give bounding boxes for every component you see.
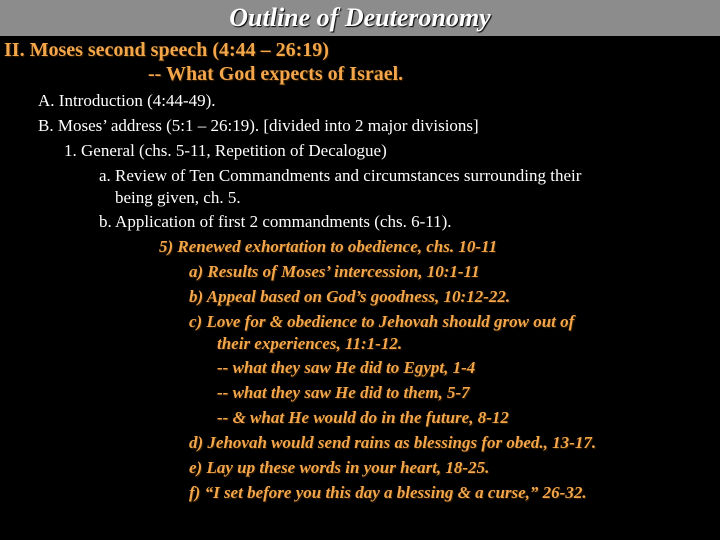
point-5: 5) Renewed exhortation to obedience, chs. 10-11 xyxy=(159,237,498,256)
point-5e: e) Lay up these words in your heart, 18-25. xyxy=(189,458,490,477)
outline-item-a: A. Introduction (4:44-49). xyxy=(38,91,216,110)
outline-item-b1b: b. Application of first 2 commandments (chs. 6-11). xyxy=(99,212,452,231)
point-5b: b) Appeal based on God’s goodness, 10:12-22. xyxy=(189,287,511,306)
title-bar xyxy=(0,0,720,36)
point-5f: f) “I set before you this day a blessing & a curse,” 26-32. xyxy=(189,483,587,502)
slide-title: Outline of Deuteronomy xyxy=(229,3,491,32)
section-subheading: -- What God expects of Israel. xyxy=(148,63,404,85)
outline-item-b1: 1. General (chs. 5-11, Repetition of Decalogue) xyxy=(64,141,387,160)
outline-item-b: B. Moses’ address (5:1 – 26:19). [divided into 2 major divisions] xyxy=(38,116,479,135)
outline-item-b1a-cont: being given, ch. 5. xyxy=(115,188,241,207)
section-heading: II. Moses second speech (4:44 – 26:19) xyxy=(4,39,329,61)
point-5a: a) Results of Moses’ intercession, 10:1-11 xyxy=(189,262,480,281)
point-5c-sub1: -- what they saw He did to Egypt, 1-4 xyxy=(217,358,476,377)
point-5c-cont: their experiences, 11:1-12. xyxy=(217,334,403,353)
point-5c-sub2: -- what they saw He did to them, 5-7 xyxy=(217,383,470,402)
point-5c-sub3: -- & what He would do in the future, 8-12 xyxy=(217,408,509,427)
point-5c: c) Love for & obedience to Jehovah should grow out of xyxy=(189,312,575,331)
point-5d: d) Jehovah would send rains as blessings for obed., 13-17. xyxy=(189,433,597,452)
outline-item-b1a: a. Review of Ten Commandments and circumstances surrounding their xyxy=(99,166,582,185)
